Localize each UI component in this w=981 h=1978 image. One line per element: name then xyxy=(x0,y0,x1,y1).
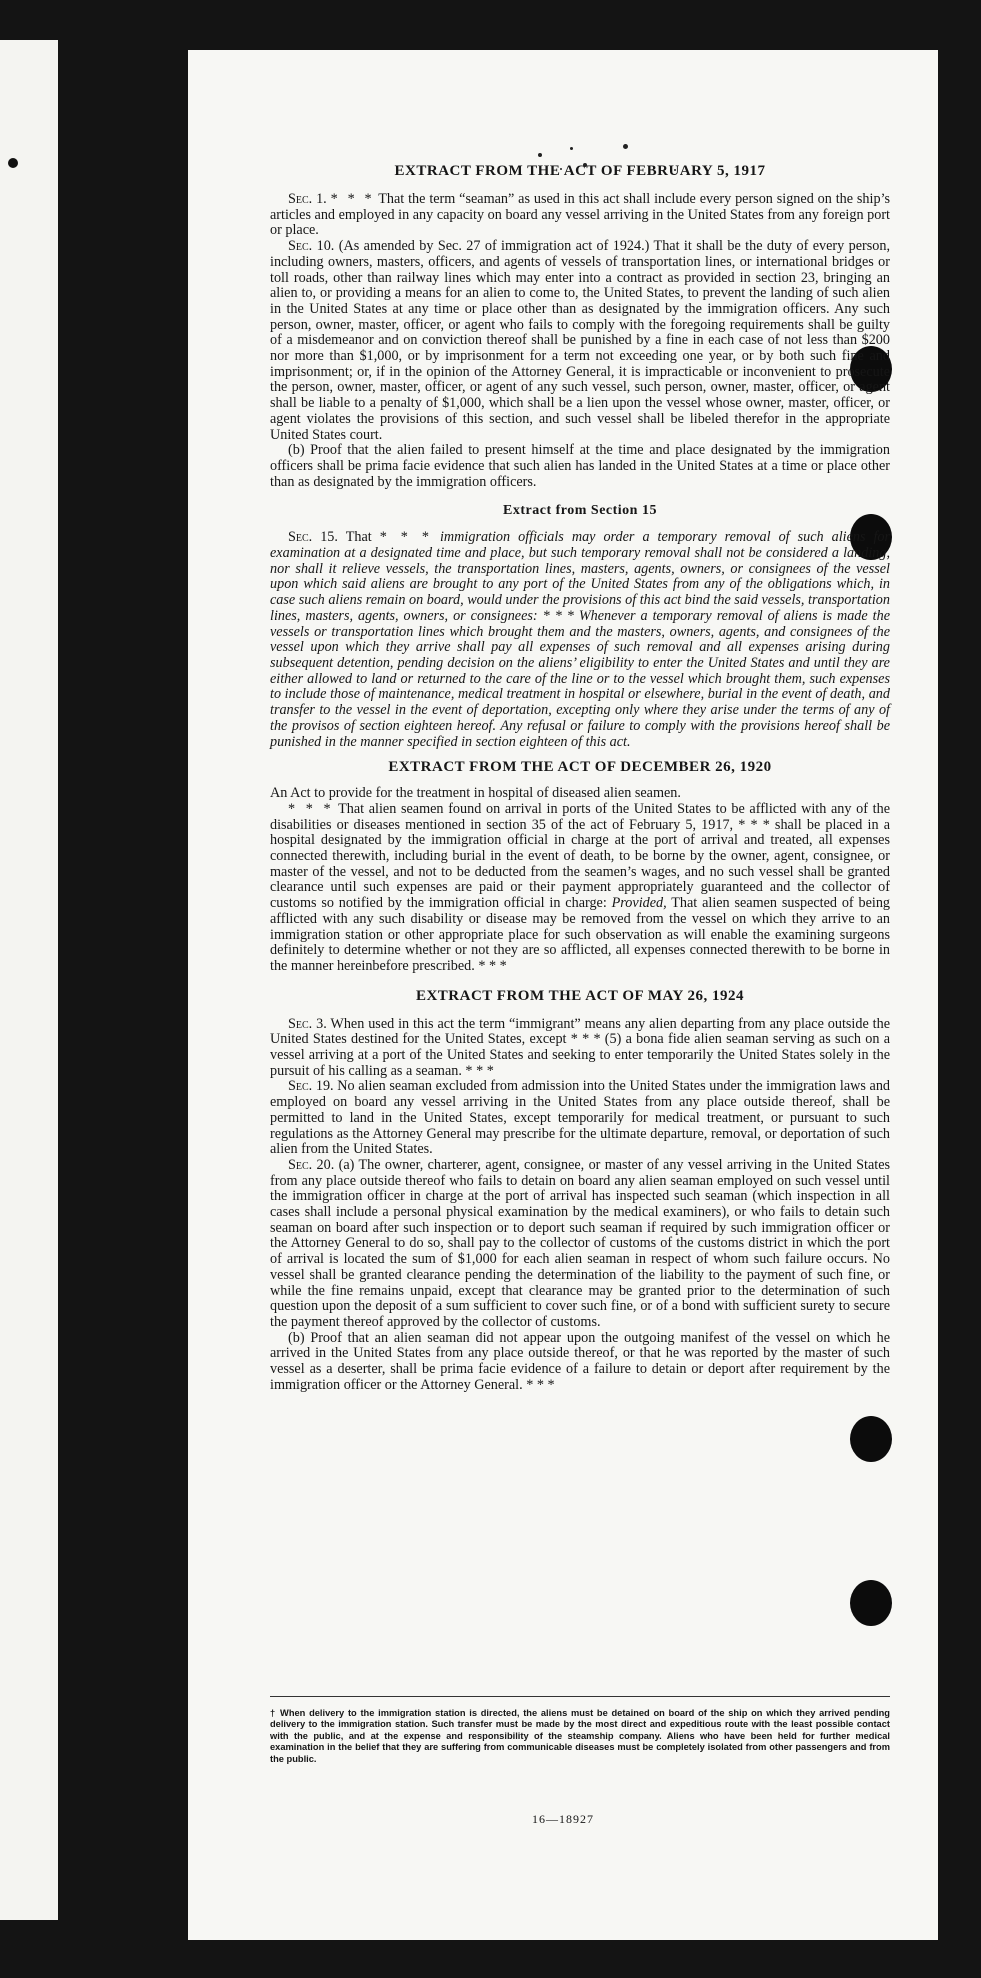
heading-act-1924: EXTRACT FROM THE ACT OF MAY 26, 1924 xyxy=(415,987,745,1004)
paragraph-text: That the term “seaman” as used in this act shall include every person signed on the ship’s articles and employed in any capacity on board any vessel arriving in the United States from any foreign port or place. xyxy=(270,191,891,239)
paragraph-sec-15 xyxy=(270,530,890,750)
paragraph-sec-19 xyxy=(270,1079,890,1158)
paragraph-sec-10 xyxy=(270,239,890,443)
heading-act-1920: EXTRACT FROM THE ACT OF DECEMBER 26, 1920 xyxy=(388,759,772,776)
proviso-label: Provided, xyxy=(611,895,667,912)
paragraph-sec-20 xyxy=(270,1158,890,1331)
paragraph-act-1920-body xyxy=(270,802,890,975)
paragraph-text: (a) The owner, charterer, agent, consignee, or master of any vessel arriving in the United States from any place outside thereof who fails to detain on board any alien seaman employed on such vessel until the immigration officer in charge at the port of arrival has inspected such seaman (which inspection in all cases shall include a personal physical examination by the medical examiners), or who fails to detain such seaman on board after such inspection or to deport such seaman if required by such immigration officer or the Attorney General to do so, shall pay to the collector of customs of the customs district in which the port of arrival is located the sum of $1,000 for each alien seaman in respect of whom such failure occurs. No vessel shall be granted clearance pending the determination of the liability to the payment of such fine, or while the fine remains unpaid, except that clearance may be granted prior to the determination of such question upon the deposit of a sum sufficient to cover such fine, or of a bond with sufficient surety to secure the payment thereof approved by the collector of customs. xyxy=(270,1156,891,1330)
section-label: Sec. 19. xyxy=(288,1078,334,1095)
paragraph-text: When used in this act the term “immigrant” means any alien departing from any place outside the United States destined for the United States, except * * * (5) a bona fide alien seaman serving as such on a vessel arriving at a port of the United States and seeking to enter temporarily the United States solely in the pursuit of his calling as a seaman. * * * xyxy=(270,1015,891,1079)
paragraph-sec-3 xyxy=(270,1017,890,1080)
document-body xyxy=(270,160,890,1394)
page-number: 16—18927 xyxy=(532,1812,594,1826)
section-label: Sec. 1. xyxy=(288,191,327,207)
punch-hole-3 xyxy=(850,1416,892,1462)
paragraph-text: No alien seaman excluded from admission into the United States under the immigration laws and employed on board any vessel arriving in the United States from any place outside thereof, shall be permitted to land in the United States, except temporarily for medical treatment, or pursuant to such regulations as the Attorney General may prescribe for the ultimate departure, removal, or deportation of such alien from the United States. xyxy=(270,1078,891,1158)
section-label: Sec. 10. xyxy=(288,238,335,255)
paragraph-text: (As amended by Sec. 27 of immigration act of 1924.) That it shall be the duty of every person, including owners, masters, officers, and agents of vessels of transportation lines, or international bridges or toll roads, other than railway lines which may enter into a contract as provided in section 23, bringing an alien to, or providing a means for an alien to come to, the United States, to prevent the landing of such alien in the United States at any time or place other than as designated by the immigration officers. Any such person, owner, master, officer, or agent who fails to comply with the foregoing requirements shall be guilty of a misdemeanor and on conviction thereof shall be punished by a fine in each case of not less than $200 nor more than $1,000, or by imprisonment for a term not exceeding one year, or by both such fine and imprisonment; or, if in the opinion of the Attorney General, it is impracticable or inconvenient to prosecute the person, owner, master, officer, or agent of any such vessel, such person, owner, master, officer, or agent shall be liable to a penalty of $1,000, which shall be a lien upon the vessel whose owner, master, officer, or agent violates the provisions of this section, and such vessel shall be libeled therefor in the appropriate United States court. xyxy=(270,238,891,443)
section-label: Sec. 15. xyxy=(288,529,338,546)
paragraph-text-italic: immigration officials may order a temporary removal of such aliens for examination at a designated time and place, but such temporary removal shall not be considered a landing, nor shall it relieve vessels, the transportation lines, masters, agents, owners, or consignees of the vessel upon which said aliens are brought to any port of the United States from any of the obligations which, in case such aliens remain on board, would under the provisions of this act bind the said vessels, transportation lines, masters, agents, owners, or consignees: * * * Whenever a temporary removal of aliens is made the vessels or transportation lines which brought them and the masters, owners, agents, and consignees of the vessel upon which they arrive shall pay all expenses of such removal and all expenses arising during subsequent detention, pending decision on the aliens’ eligibility to enter the United States and until they are either allowed to land or returned to the care of the line or to the vessel which brought them, such expenses to include those of maintenance, medical treatment in hospital or elsewhere, burial in the event of death, and transfer to the vessel in the event of deportation, excepting only where they arise under the terms of any of the provisos of section eighteen hereof. Any refusal or failure to comply with the provisions hereof shall be punished in the manner specified in section eighteen of this act. xyxy=(270,529,891,750)
paragraph-lead: That xyxy=(345,529,372,546)
paragraph-text: That alien seamen found on arrival in ports of the United States to be afflicted with any of the disabilities or diseases mentioned in section 35 of the act of February 5, 1917, * * * shall be placed in a hospital designated by the immigration official in charge at the port of arrival and treated, all expenses connected therewith, including burial in the event of death, to be borne by the owner, agent, consignee, or master of the vessel, and not to be deducted from the seamen’s wages, and no such vessel shall be granted clearance until such expenses are paid or their payment appropriately guaranteed and the collector of customs so notified by the immigration official in charge: xyxy=(270,800,890,912)
footnote-divider xyxy=(270,1696,890,1697)
ellipsis-stars: * * * xyxy=(288,800,334,817)
punch-hole-4 xyxy=(850,1580,892,1626)
paragraph-sec-10-b: (b) Proof that the alien failed to present himself at the time and place designated by the immigration officers shall be prima facie evidence that such alien has landed in the United States at a time or place other than as designated by the immigration officers. xyxy=(270,442,890,490)
adjacent-page-strip xyxy=(0,40,58,1920)
section-label: Sec. 3. xyxy=(288,1015,327,1032)
heading-section-15: Extract from Section 15 xyxy=(503,503,657,519)
paragraph-sec-1 xyxy=(270,192,890,239)
footnote: † When delivery to the immigration station is directed, the aliens must be detained on board of the ship on which they arrived pending delivery to the immigration station. Such transfer must be made by the most direct and expeditious route with the least possible contact with the public, and at the expense and responsibility of the steamship company. Aliens who have been held for further medical examination in the belief that they are suffering from communicable diseases must be completely isolated from other passengers and from the public. xyxy=(270,1708,890,1764)
section-label: Sec. 20. xyxy=(288,1156,335,1173)
ellipsis-stars: * * * xyxy=(330,191,375,207)
document-page xyxy=(188,50,938,1940)
paragraph-act-title-1920: An Act to provide for the treatment in hospital of diseased alien seamen. xyxy=(270,785,681,802)
ink-dot xyxy=(8,158,18,168)
ellipsis-stars: * * * xyxy=(379,529,432,546)
paragraph-text-tail: That alien seamen suspected of being afflicted with any such disability or disease may be removed from the vessel on which they arrive to an immigration station or other appropriate place for such observation as will enable the examining surgeons definitely to determine whether or not they are so afflicted, all expenses connected therewith to be borne in the manner hereinbefore prescribed. * * * xyxy=(270,895,891,974)
heading-act-1917: EXTRACT FROM THE ACT OF FEBRUARY 5, 1917 xyxy=(394,163,766,179)
paragraph-sec-20-b: (b) Proof that an alien seaman did not appear upon the outgoing manifest of the vessel on which he arrived in the United States from any place outside thereof, or that he was reported by the master of such vessel as a deserter, shall be prima facie evidence of a failure to detain or deport after requirement by the immigration officer or the Attorney General. * * * xyxy=(270,1329,890,1393)
